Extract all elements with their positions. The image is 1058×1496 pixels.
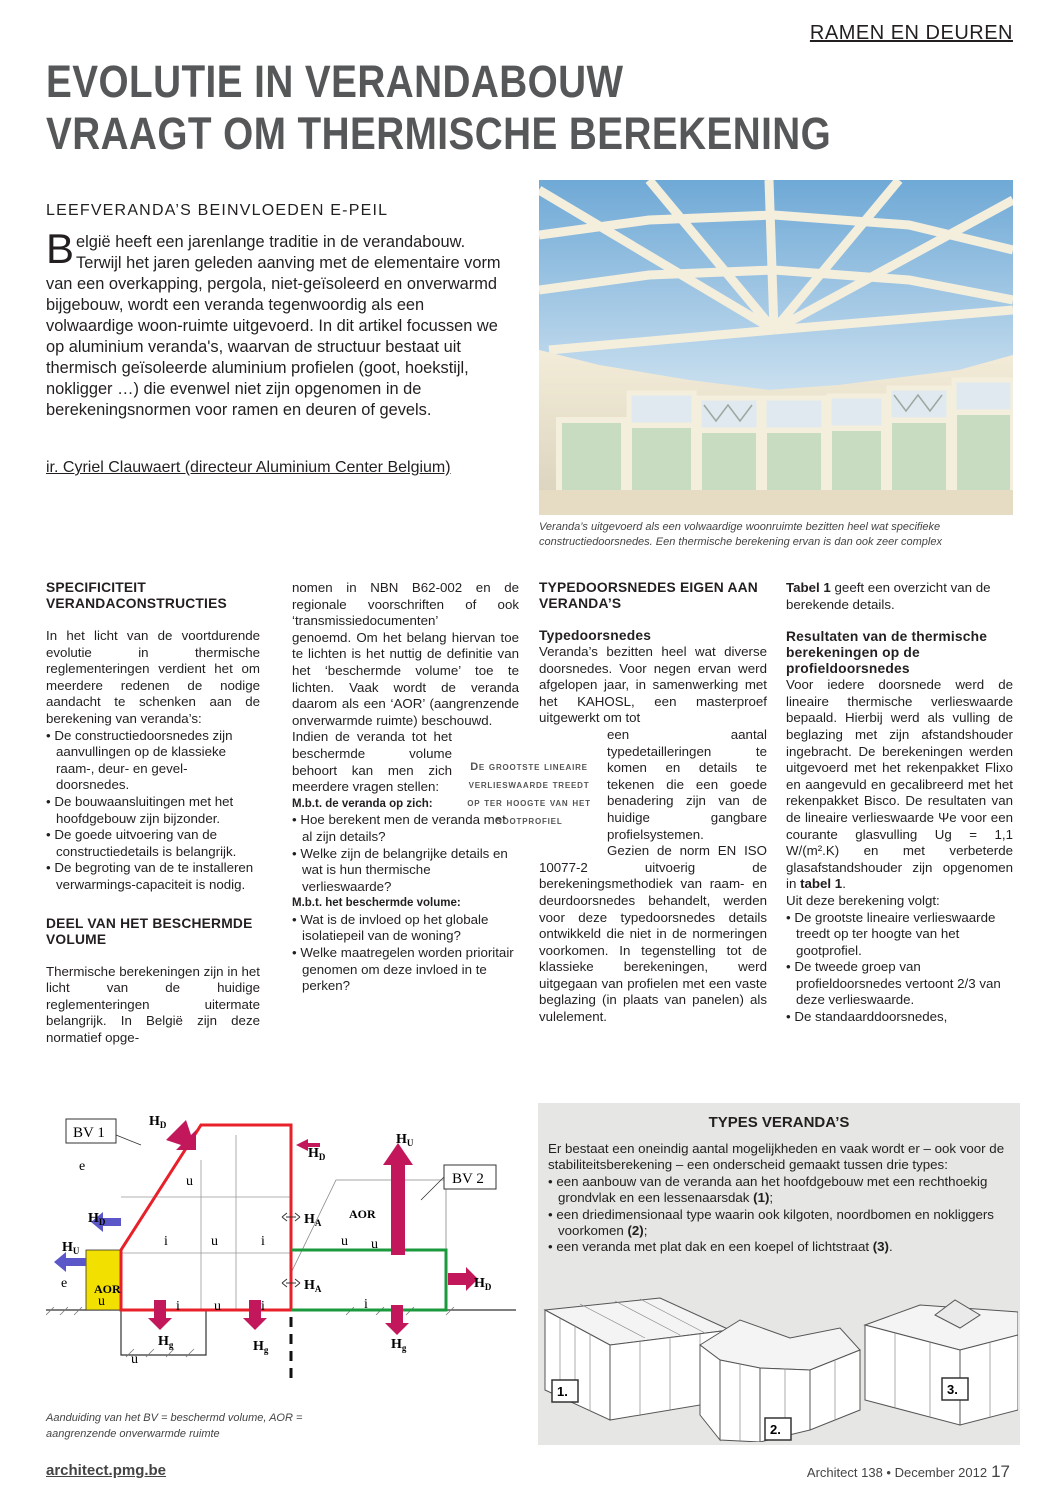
title-line-2: VRAAGT OM THERMISCHE BEREKENING: [46, 108, 832, 159]
column-1: [46, 580, 260, 1046]
box-bullet: • een driedimensionaal type waarin ook kilgoten, noordbomen en nokliggers voorkomen (2);: [548, 1206, 994, 1239]
svg-text:Hg: $H_g$: [391, 1337, 407, 1353]
heading-typedoorsnedes: Typedoorsnedes: [539, 628, 652, 643]
diagram-caption: Aanduiding van het BV = beschermd volume, AOR = aangrenzende onverwarmde ruimte: [46, 1412, 303, 1440]
drop-cap: B: [46, 225, 75, 272]
col2-subheading-1: M.b.t. de veranda op zich:: [292, 797, 433, 810]
col1-bullet: • De constructiedoorsnedes zijn aanvullingen op de klassieke raam-, deur- en gevel-doorsnedes.: [46, 727, 233, 793]
article-title: [46, 56, 889, 160]
col4-paragraph-1: Tabel 1 geeft een overzicht van de berekende details.: [786, 580, 991, 612]
photo-caption: Veranda’s uitgevoerd als een volwaardige woonruimte bezitten heel wat specifieke constructiedoorsnedes. Een thermische berekening ervan is dan ook zeer complex: [539, 521, 942, 548]
label-i: i: [364, 1297, 368, 1312]
col2-bullet: • Wat is de invloed op het globale isolatiepeil van de woning?: [292, 911, 489, 944]
col2-paragraph-3: Indien de veranda tot het beschermde volume behoort kan men zich meerdere vragen stellen:: [292, 729, 452, 795]
col2-paragraph-1: nomen in NBN B62-002 en de regionale voorschriften of ook ‘transmissiedocumenten’: [292, 580, 519, 629]
label-u: u: [371, 1237, 378, 1252]
col2-bullet: • Welke zijn de belangrijke details en wat is hun thermische verlieswaarde?: [292, 845, 508, 894]
col4-paragraph-3: Uit deze berekening volgt:: [786, 892, 940, 908]
author-byline: ir. Cyriel Clauwaert (directeur Aluminium Center Belgium): [46, 459, 451, 476]
thermal-diagram: [46, 1105, 516, 1405]
type-label-1: 1.: [557, 1384, 568, 1399]
arrow-hd-icon: [166, 1120, 196, 1150]
label-e: e: [79, 1159, 86, 1174]
box-bullet: • een veranda met plat dak en een koepel of lichtstraat (3).: [548, 1239, 893, 1255]
heading-specificiteit: SPECIFICITEIT VERANDACONSTRUCTIES: [46, 580, 227, 611]
section-tag: RAMEN EN DEUREN: [809, 22, 1013, 44]
svg-text:HU: $H_U$: [396, 1132, 414, 1148]
svg-text:HD: $H_D$: [308, 1146, 326, 1162]
label-u: u: [131, 1352, 138, 1367]
label-aor: AOR: [349, 1207, 376, 1221]
svg-text:Hg: $H_g$: [158, 1334, 174, 1350]
label-aor-yellow: AOR: [94, 1282, 121, 1296]
svg-text:Hg: $H_g$: [253, 1339, 269, 1355]
bv1-label: BV 1: [73, 1125, 105, 1141]
intro-text: elgië heeft een jarenlange traditie in de verandabouw. Terwijl het jaren geleden aanving met de elementaire vorm van een overkapping, pergola, niet-geïsoleerd en onverwarmd bijgebouw, wordt een veranda tegenwoordig als een volwaardige woon-ruimte uitgevoerd. In dit artikel focussen we op aluminium veranda's, waarvan de structuur bestaat uit thermisch geïsoleerde aluminium profielen (goot, hoekstijl, nokligger …) die evenwel niet zijn opgenomen in de berekeningsnormen voor ramen en deuren of gevels.: [46, 233, 501, 419]
label-u: u: [211, 1234, 218, 1249]
footer-issue: [807, 1462, 1010, 1482]
col4-paragraph-2: Voor iedere doorsnede werd de lineaire thermische verlieswaarde bepaald. Hierbij werd als vulling de beglazing met zijn afstandshouder ingebracht. De berekeningen werden uitgevoerd met het rekenpakket Flixo en aangevuld en gecalibreerd met het rekenpakket Bisco. De resultaten van de lineaire verlieswaarde Ψe voor een courante glasvulling Ug = 1,1 W/(m².K) en met verbeterde glasafstandshouder zijn opgenomen in tabel 1.: [786, 677, 1013, 892]
column-4: [786, 580, 1013, 1026]
arrow-hu-icon: [383, 1143, 413, 1255]
label-u: u: [214, 1299, 221, 1314]
col1-paragraph-1: In het licht van de voortdurende evolutie in thermische reglementeringen verdient het om meerdere redenen de nodige aandacht te schenken aan de berekening van veranda’s:: [46, 628, 260, 726]
col4-bullet: • De standaarddoorsnedes,: [786, 1009, 948, 1025]
col1-bullet: • De begroting van de te installeren verwarmings-capaciteit is nodig.: [46, 860, 254, 892]
label-i: i: [261, 1299, 265, 1314]
label-e: e: [61, 1276, 68, 1291]
svg-text:HD: $H_D$: [149, 1114, 167, 1130]
col1-bullet: • De bouwaansluitingen met het hoofdgebouw zijn bijzonder.: [46, 793, 234, 826]
label-u: u: [341, 1234, 348, 1249]
heading-resultaten: Resultaten van de thermische berekeningen op de profieldoorsnedes: [786, 629, 988, 677]
col3-paragraph-1: Veranda’s bezitten heel wat diverse doorsnedes. Voor negen ervan werd afgelopen jaar, in samenwerking met het KAHOSL, een masterproef uitgewerkt om tot: [539, 644, 767, 726]
intro-paragraph: [46, 225, 501, 421]
heading-beschermde-volume: DEEL VAN HET BESCHERMDE VOLUME: [46, 915, 253, 947]
svg-text:HD: $H_D$: [474, 1276, 492, 1292]
col1-paragraph-2: Thermische berekeningen zijn in het licht van de huidige reglementeringen uitermate belangrijk. In België zijn deze normatief opge-: [46, 963, 260, 1045]
pull-quote: De grootste lineaire verlieswaarde treedt op ter hoogte van het gootprofiel: [467, 761, 591, 827]
col1-bullet: • De goede uitvoering van de constructiedetails is belangrijk.: [46, 827, 237, 859]
col3-paragraph-2: een aantal typedetailleringen te komen en details te tekenen die een goede benadering zijn van de huidige gangbare profielsystemen.: [607, 726, 767, 842]
col2-subheading-2: M.b.t. het beschermde volume:: [292, 897, 461, 910]
label-u: u: [98, 1294, 105, 1309]
box-text: [548, 1141, 1008, 1256]
arrow-hg-icon: [148, 1300, 172, 1330]
column-3: [539, 580, 767, 1026]
veranda-types-illustration: [540, 1290, 1018, 1442]
svg-text:HU: $H_U$: [62, 1240, 80, 1256]
box-intro: Er bestaat een oneindig aantal mogelijkheden en vaak wordt er – ook voor de stabiliteitsberekening – een onderscheid gemaakt tussen drie types:: [548, 1141, 1005, 1173]
svg-text:HA: $H_A$: [304, 1278, 322, 1294]
label-i: i: [164, 1234, 168, 1249]
label-i: i: [261, 1234, 265, 1249]
heading-typedoorsnedes-eigen: TYPEDOORSNEDES EIGEN AAN VERANDA’S: [539, 580, 758, 611]
svg-text:HA: $H_A$: [304, 1212, 322, 1228]
label-u: u: [186, 1174, 193, 1189]
box-title: TYPES VERANDA’S: [708, 1114, 850, 1131]
type-label-3: 3.: [947, 1382, 958, 1397]
label-i: i: [176, 1299, 180, 1314]
svg-text:HD: $H_D$: [88, 1211, 106, 1227]
box-bullet: • een aanbouw van de veranda aan het hoofdgebouw met een rechthoekig grondvlak en een lessenaarsdak (1);: [548, 1173, 988, 1206]
bv2-label: BV 2: [452, 1171, 484, 1187]
col2-paragraph-2: genoemd. Om het belang hiervan toe te lichten is het nuttig de definitie van het ‘beschermde volume’ toe te lichten. Vaak wordt de veranda daarom als een ‘AOR’ (aangrenzende onverwarmde ruimte) beschouwd.: [292, 629, 519, 728]
col4-bullet: • De grootste lineaire verlieswaarde treedt op ter hoogte van het gootprofiel.: [786, 909, 996, 958]
veranda-photo: [539, 180, 1013, 515]
title-line-1: EVOLUTIE IN VERANDABOUW: [46, 56, 624, 107]
page-number: 17: [991, 1462, 1010, 1481]
footer-site-link[interactable]: architect.pmg.be: [46, 1462, 167, 1479]
footer-issue-text: Architect 138 • December 2012: [806, 1465, 988, 1480]
col2-bullet: • Hoe berekent men de veranda met al zijn details?: [292, 812, 506, 844]
col4-bullet: • De tweede groep van profieldoorsnedes vertoont 2/3 van deze verlieswaarde.: [786, 959, 1001, 1008]
article-subtitle: LEEFVERANDA’S BEINVLOEDEN E-PEIL: [46, 202, 389, 219]
col3-paragraph-3: Gezien de norm EN ISO 10077-2 uitvoerig de berekeningsmethodiek van raam- en deurdoorsnedes behandelt, werden voor deze typedoorsnedes details ontwikkeld die niet in de normeringen voorkomen. In tegenstelling tot de klassieke berekeningen, werd uitgegaan van profielen met een vaste beglazing (in plaats van panelen) als vulelement.: [539, 843, 767, 1025]
type-label-2: 2.: [770, 1422, 781, 1437]
col2-bullet: • Welke maatregelen worden prioritair genomen om deze invloed in te perken?: [292, 945, 514, 994]
arrow-hu-icon: [54, 1252, 86, 1272]
